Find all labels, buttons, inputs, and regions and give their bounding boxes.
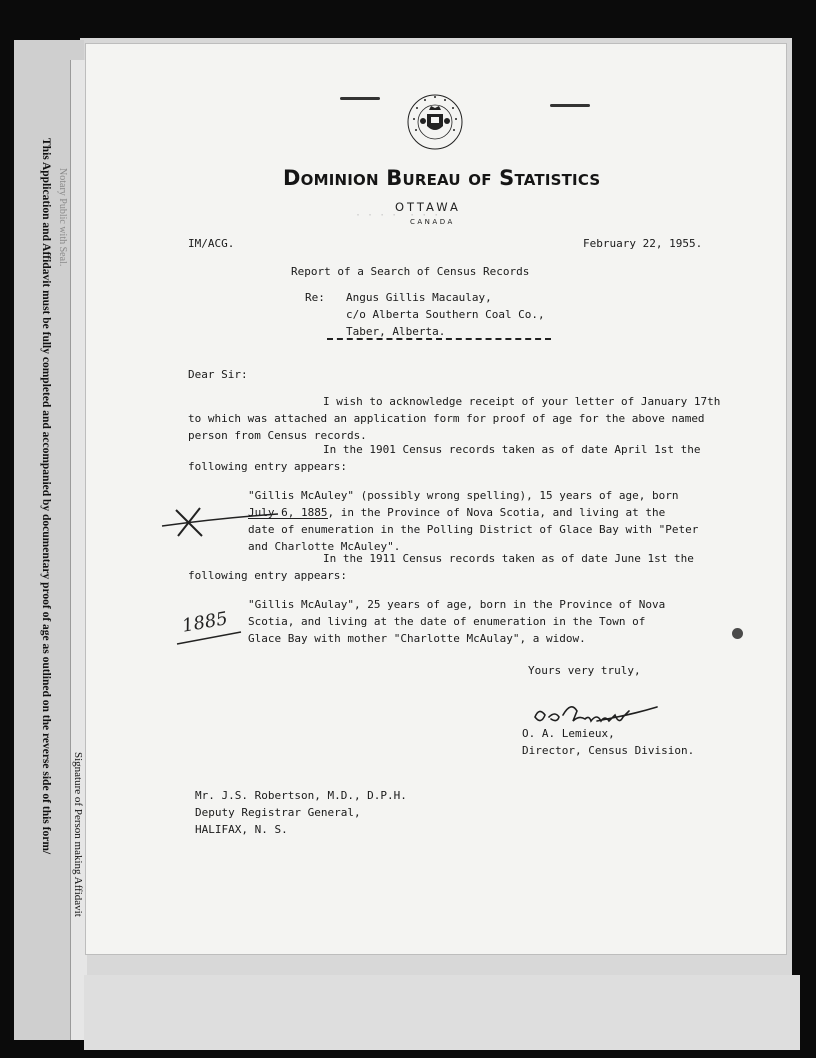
ghost-text: · · · · · · · [355,210,440,221]
re-line-1: Angus Gillis Macaulay, [346,291,492,304]
punch-mark-left [340,97,380,100]
recipient-line-1: Mr. J.S. Robertson, M.D., D.P.H. [195,789,407,802]
affidavit-instruction: This Application and Affidavit must be fully completed and accompanied by documentary proof of age as outlined on the reverse side of this form/ [40,138,52,855]
para2-line-1: In the 1901 Census records taken as of date April 1st the [323,443,701,456]
city-line: OTTAWA [395,200,461,214]
re-label: Re: [305,291,325,304]
para2-line-2: following entry appears: [188,460,347,473]
letter-subject: Report of a Search of Census Records [291,265,530,278]
entry1-line-2: July 6, 1885, in the Province of Nova Scotia, and living at the [248,506,666,519]
reference-code: IM/ACG. [188,237,235,250]
margin-year-annotation: 1885 [180,608,230,637]
agency-name-text: Dominion Bureau of Statistics [283,166,601,190]
arrow-annotation [160,502,280,532]
salutation: Dear Sir: [188,368,248,381]
entry1-line-3: date of enumeration in the Polling District of Glace Bay with "Peter [248,523,699,536]
para1-line-2: to which was attached an application form for proof of age for the above named [188,412,705,425]
letter-date: February 22, 1955. [583,237,703,250]
entry2-line-1: "Gillis McAulay", 25 years of age, born in the Province of Nova [248,598,666,611]
crest-seal-icon [405,88,465,160]
para3-line-2: following entry appears: [188,569,347,582]
entry2-line-2: Scotia, and living at the date of enumeration in the Town of [248,615,646,628]
para1-line-1: I wish to acknowledge receipt of your letter of January 17th [323,395,721,408]
re-line-3: Taber, Alberta. [346,325,446,338]
signer-title: Director, Census Division. [522,744,695,757]
punch-mark-right [550,104,590,107]
re-line-2: c/o Alberta Southern Coal Co., [346,308,545,321]
recipient-line-2: Deputy Registrar General, [195,806,361,819]
para3-line-1: In the 1911 Census records taken as of date June 1st the [323,552,694,565]
signer-name: O. A. Lemieux, [522,727,615,740]
margin-year-underline [175,628,245,648]
notary-seal-text: Notary Public with Seal. [57,168,68,267]
entry1-line-4: and Charlotte McAuley". [248,540,401,553]
re-underline [327,338,551,340]
recipient-line-3: HALIFAX, N. S. [195,823,288,836]
country-line: CANADA [410,218,455,226]
agency-name [283,166,601,190]
entry2-line-3: Glace Bay with mother "Charlotte McAulay", a widow. [248,632,586,645]
entry1-line-1: "Gillis McAuley" (possibly wrong spelling), 15 years of age, born [248,489,679,502]
closing: Yours very truly, [528,664,641,677]
paper-stain [732,628,743,639]
bottom-sheet-edge [84,975,800,1050]
para1-line-3: person from Census records. [188,429,367,442]
signature-label: Signature of Person making Affidavit [72,752,84,917]
